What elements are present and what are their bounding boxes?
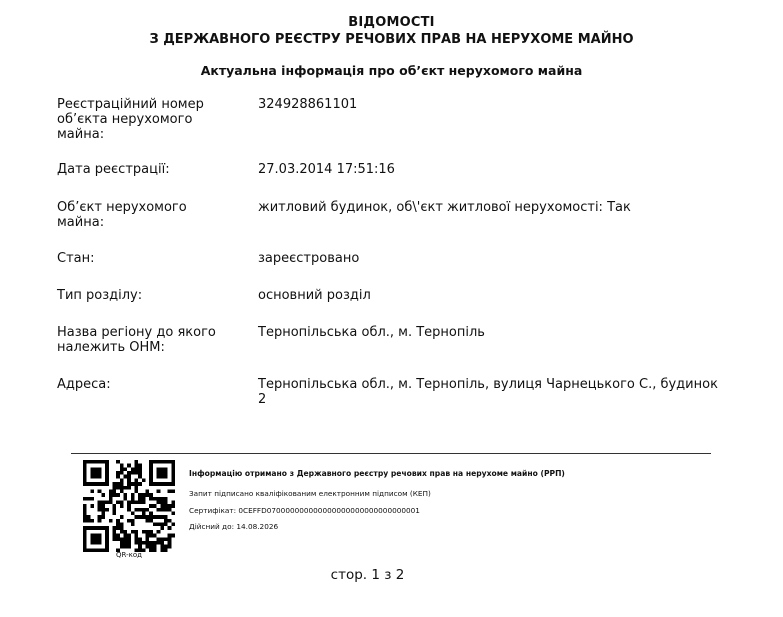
field-value: 27.03.2014 17:51:16 (258, 162, 395, 177)
field-label: Назва регіону до якого належить ОНМ: (57, 325, 216, 355)
field-label: Об’єкт нерухомого майна: (57, 200, 187, 230)
footer-source: Інформацію отримано з Державного реєстру речових прав на нерухоме майно (РРП) (189, 469, 565, 478)
field-value: основний розділ (258, 288, 371, 303)
field-value: Тернопільська обл., м. Тернопіль (258, 325, 485, 340)
document-title-registry: З ДЕРЖАВНОГО РЕЄСТРУ РЕЧОВИХ ПРАВ НА НЕРУХОМЕ МАЙНО (149, 32, 634, 47)
qr-caption: QR-код (116, 551, 142, 559)
footer-certificate: Сертифікат: 0CEFFD070000000000000000000000000000001 (189, 506, 420, 515)
document-title: ВІДОМОСТІ (348, 15, 435, 30)
footer-divider (71, 453, 711, 454)
footer-valid-until: Дійсний до: 14.08.2026 (189, 522, 279, 531)
field-label: Тип розділу: (57, 288, 143, 303)
field-value: Тернопільська обл., м. Тернопіль, вулиця Чарнецького С., будинок 2 (258, 377, 718, 407)
field-label: Дата реєстрації: (57, 162, 170, 177)
field-value: зареєстровано (258, 251, 360, 266)
footer-signature: Запит підписано кваліфікованим електронним підписом (КЕП) (189, 489, 431, 498)
field-value: житловий будинок, об\'єкт житлової нерухомості: Так (258, 200, 631, 215)
field-label: Реєстраційний номер об’єкта нерухомого майна: (57, 97, 204, 142)
field-label: Адреса: (57, 377, 111, 392)
page-number: стор. 1 з 2 (330, 567, 405, 583)
document-subtitle: Актуальна інформація про об’єкт нерухомого майна (200, 63, 583, 78)
field-label: Стан: (57, 251, 95, 266)
field-value: 324928861101 (258, 97, 358, 112)
qr-code-icon (82, 460, 176, 552)
